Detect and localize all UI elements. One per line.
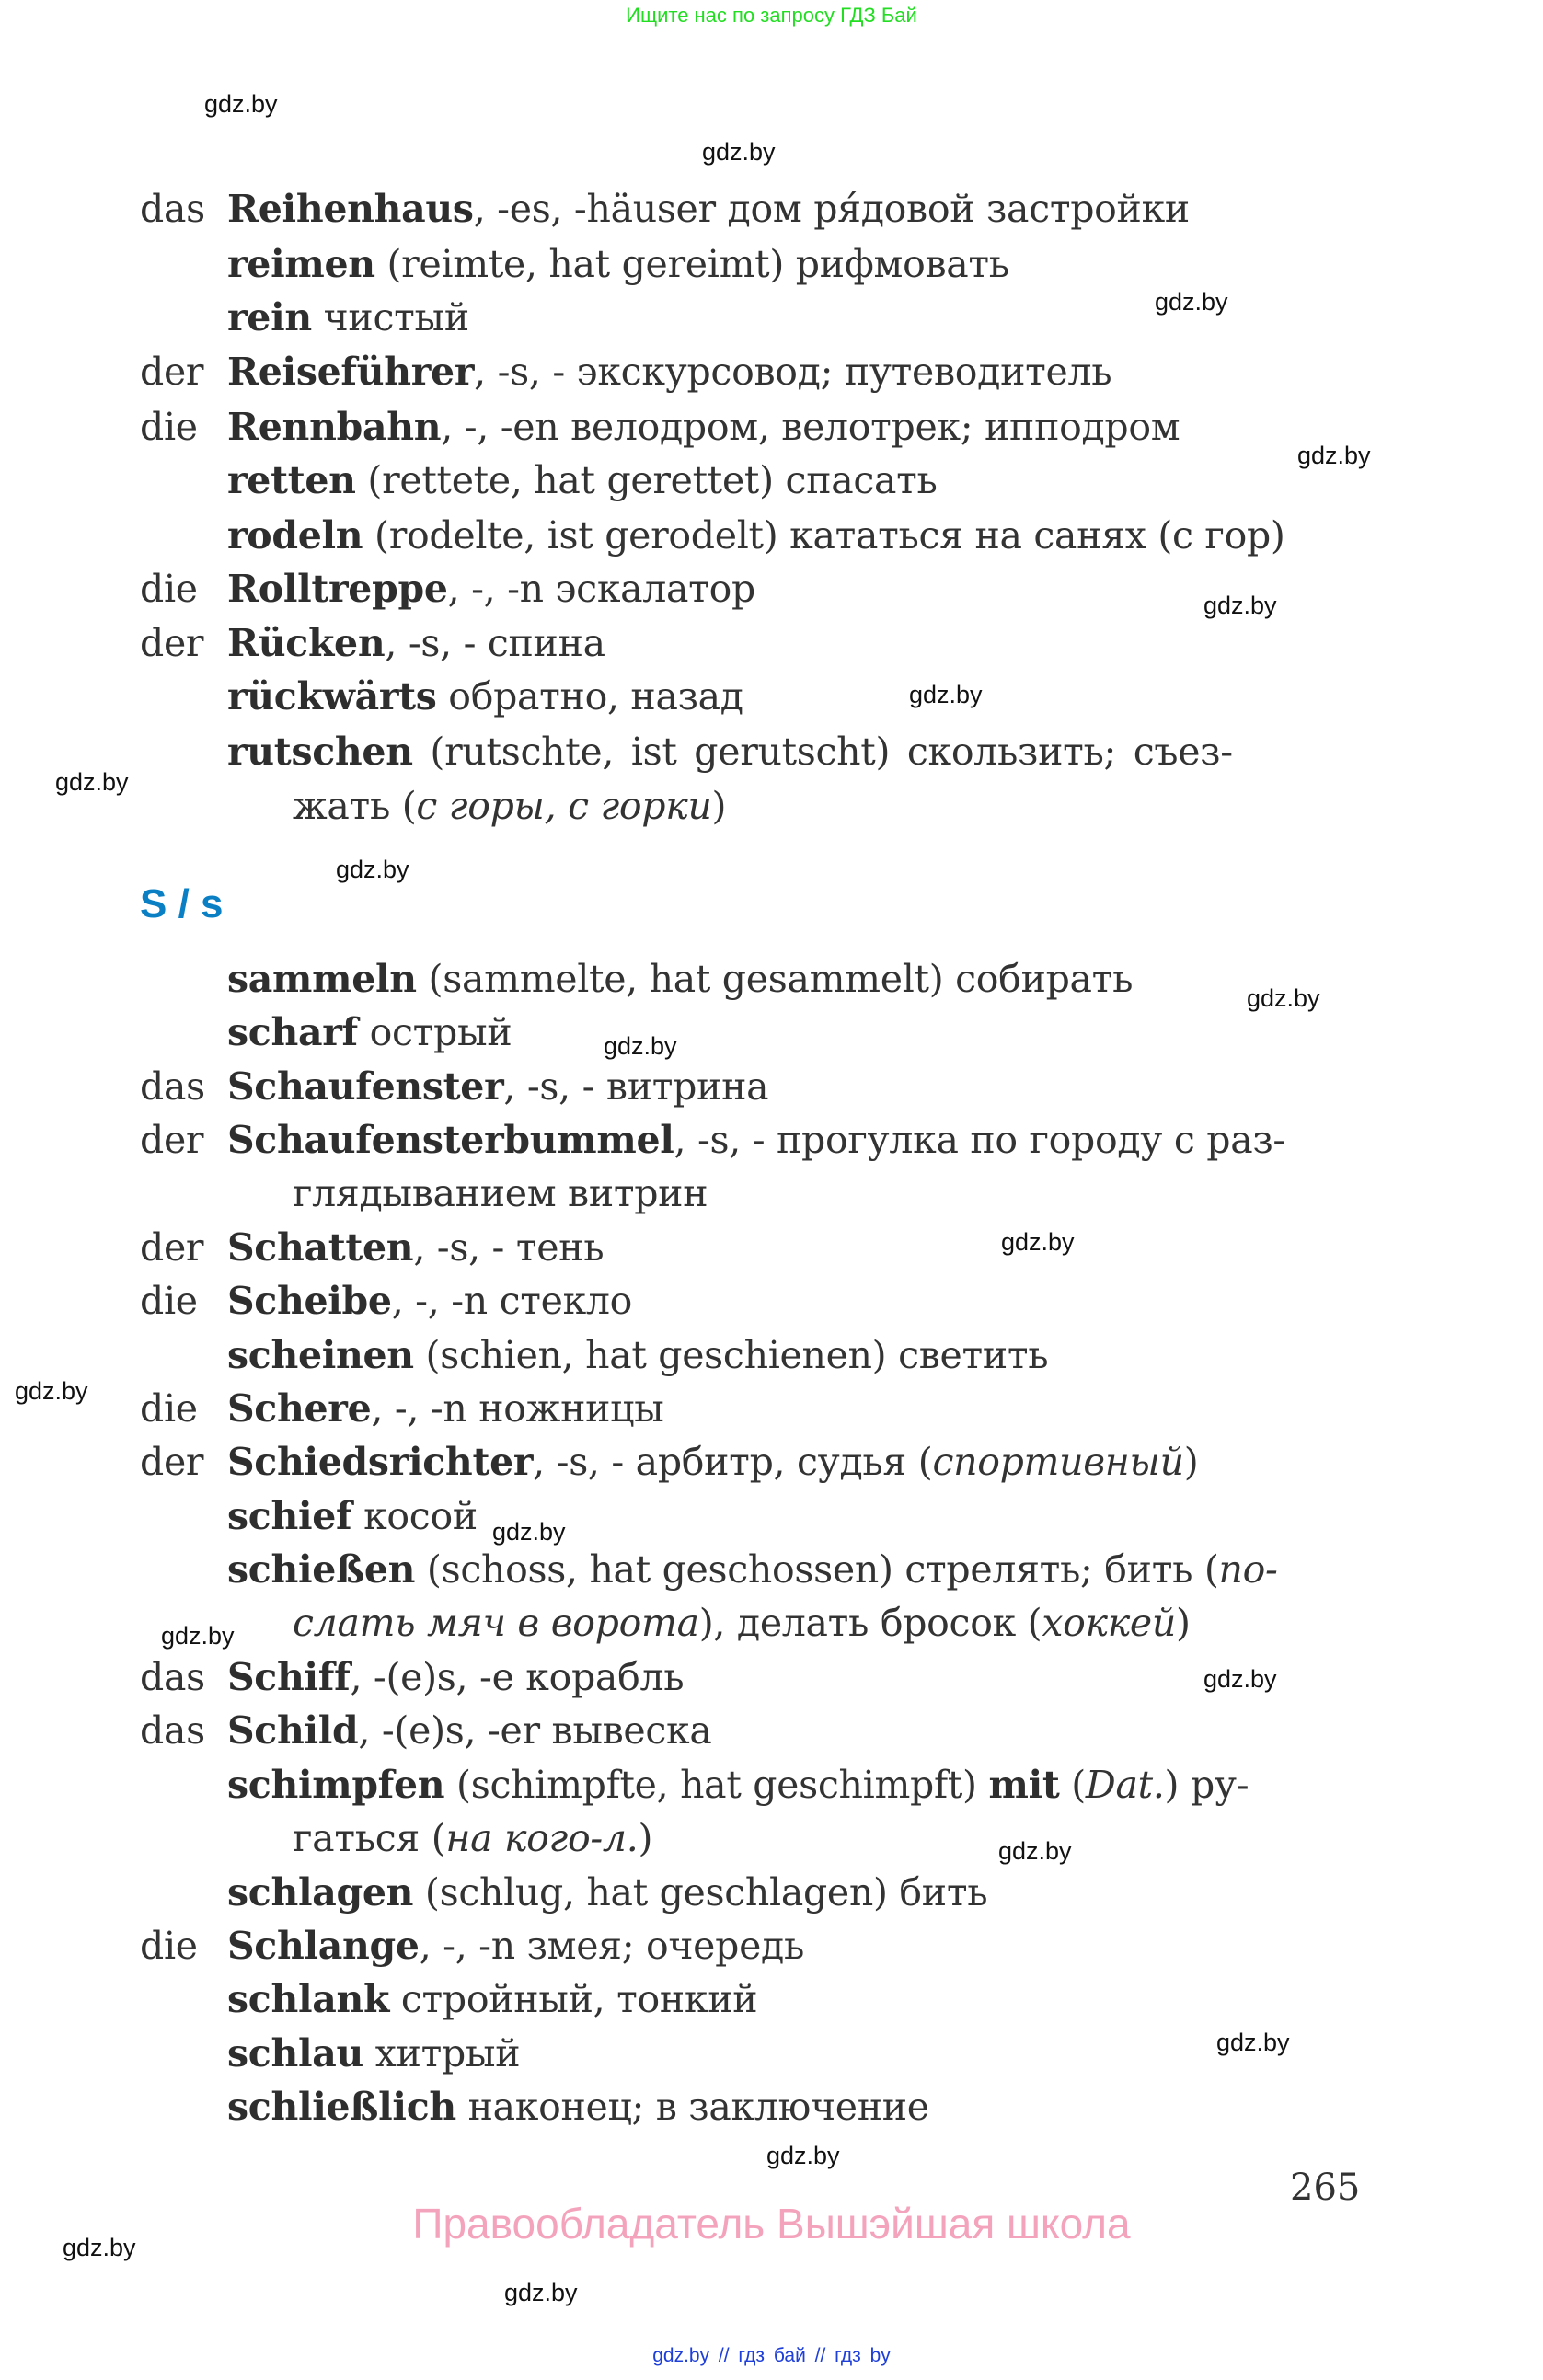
definition: , -(e)s, -er вывеска xyxy=(358,1708,712,1753)
headword: Reihenhaus xyxy=(227,187,474,231)
copyright-notice: Правообладатель Вышэйшая школа xyxy=(412,2200,1131,2248)
italic-note: слать мяч в ворота xyxy=(293,1601,699,1645)
text: ) xyxy=(1175,1601,1191,1645)
watermark: gdz.by xyxy=(63,2234,136,2261)
headword: Scheibe xyxy=(227,1279,392,1323)
watermark: gdz.by xyxy=(909,681,983,708)
article: das xyxy=(140,1708,205,1753)
definition: (rettete, hat gerettet) спасать xyxy=(355,458,938,502)
article: das xyxy=(140,1064,205,1109)
definition: (reimte, hat gereimt) рифмовать xyxy=(374,242,1009,286)
watermark: gdz.by xyxy=(1155,288,1228,316)
article: die xyxy=(140,1386,198,1431)
definition: острый xyxy=(357,1010,512,1054)
text: ( xyxy=(1059,1763,1086,1807)
article: der xyxy=(140,1225,204,1270)
headword: Schlange xyxy=(227,1924,420,1968)
watermark: gdz.by xyxy=(998,1837,1072,1865)
text: гаться ( xyxy=(293,1816,446,1860)
watermark: gdz.by xyxy=(1297,442,1371,469)
headword: Rücken xyxy=(227,621,386,665)
definition: (sammelte, hat gesammelt) собирать xyxy=(416,957,1134,1001)
text: ) xyxy=(638,1816,653,1860)
headword: schlau xyxy=(227,2031,364,2075)
italic-note: с горы, с горки xyxy=(416,784,712,828)
definition: , -(e)s, -e корабль xyxy=(350,1655,685,1699)
article: die xyxy=(140,567,198,611)
definition: , -, -en велодром, велотрек; ипподром xyxy=(441,405,1180,449)
italic-note: спортивный xyxy=(932,1440,1184,1484)
article: der xyxy=(140,1440,204,1484)
definition: (rodelte, ist gerodelt) кататься на санях (с гор) xyxy=(363,513,1285,558)
page-number: 265 xyxy=(1290,2167,1361,2209)
definition: , -, -n стекло xyxy=(391,1279,633,1323)
top-banner: Ищите нас по запросу ГДЗ Бай xyxy=(626,4,917,27)
definition: , -, -n змея; очередь xyxy=(419,1924,805,1968)
headword: Schiff xyxy=(227,1655,351,1699)
definition: косой xyxy=(351,1494,478,1538)
article: der xyxy=(140,1118,204,1162)
headword: scharf xyxy=(227,1010,358,1054)
text: жать ( xyxy=(293,784,417,828)
headword: schimpfen xyxy=(227,1763,445,1807)
article: der xyxy=(140,350,204,394)
headword: Rolltreppe xyxy=(227,567,448,611)
watermark: gdz.by xyxy=(604,1032,677,1060)
article: die xyxy=(140,1924,198,1968)
watermark: gdz.by xyxy=(1216,2029,1290,2056)
watermark: gdz.by xyxy=(1203,592,1277,619)
definition: (schimpfte, hat geschimpft) xyxy=(444,1763,989,1807)
watermark: gdz.by xyxy=(702,138,776,166)
text: глядыванием витрин xyxy=(293,1171,708,1215)
text: ) ру- xyxy=(1164,1763,1249,1807)
definition: (schien, hat geschienen) светить xyxy=(413,1333,1049,1377)
definition: чистый xyxy=(311,295,469,339)
article: das xyxy=(140,187,205,231)
definition: , -s, - арбитр, судья ( xyxy=(533,1440,933,1484)
headword: sammeln xyxy=(227,957,417,1001)
headword: schlagen xyxy=(227,1870,414,1914)
definition: хитрый xyxy=(363,2031,521,2075)
headword: rein xyxy=(227,295,312,339)
headword: reimen xyxy=(227,242,375,286)
definition: , -s, - витрина xyxy=(503,1064,769,1109)
headword: rodeln xyxy=(227,513,363,558)
definition: , -es, -häuser дом ря́довой застройки xyxy=(473,187,1190,231)
definition: , -s, - тень xyxy=(413,1225,605,1270)
footer-links[interactable]: gdz.by // гдз бай // гдз by xyxy=(652,2345,891,2366)
headword: Rennbahn xyxy=(227,405,442,449)
watermark: gdz.by xyxy=(161,1622,235,1650)
headword: rutschen xyxy=(227,730,413,774)
italic-note: по- xyxy=(1218,1547,1278,1592)
text: ) xyxy=(1183,1440,1199,1484)
italic-note: хоккей xyxy=(1042,1601,1176,1645)
section-heading: S / s xyxy=(140,881,224,926)
text: ) xyxy=(711,784,727,828)
definition: наконец; в заключение xyxy=(455,2085,929,2129)
watermark: gdz.by xyxy=(504,2279,578,2306)
headword: Schere xyxy=(227,1386,372,1431)
watermark: gdz.by xyxy=(1203,1665,1277,1693)
definition: , -s, - экскурсовод; путеводитель xyxy=(474,350,1112,394)
watermark: gdz.by xyxy=(204,90,278,118)
watermark: gdz.by xyxy=(1001,1228,1075,1256)
definition: , -s, - прогулка по городу с раз- xyxy=(674,1118,1285,1162)
definition: , -s, - спина xyxy=(385,621,605,665)
article: die xyxy=(140,405,198,449)
article: das xyxy=(140,1655,205,1699)
definition: (rutschte, ist gerutscht) скользить; съез- xyxy=(412,730,1233,774)
headword: Schatten xyxy=(227,1225,414,1270)
headword: scheinen xyxy=(227,1333,414,1377)
definition: , -, -n ножницы xyxy=(371,1386,664,1431)
headword: schlank xyxy=(227,1977,390,2021)
watermark: gdz.by xyxy=(55,768,129,796)
headword: retten xyxy=(227,458,356,502)
italic-note: Dat. xyxy=(1085,1763,1165,1807)
headword: Schiedsrichter xyxy=(227,1440,534,1484)
headword: Schaufensterbummel xyxy=(227,1118,674,1162)
text: ), делать бросок ( xyxy=(698,1601,1042,1645)
headword: schief xyxy=(227,1494,352,1538)
definition: стройный, тонкий xyxy=(389,1977,758,2021)
headword: Schild xyxy=(227,1708,359,1753)
headword: Reiseführer xyxy=(227,350,475,394)
watermark: gdz.by xyxy=(15,1377,88,1405)
preposition: mit xyxy=(988,1763,1060,1807)
headword: rückwärts xyxy=(227,674,437,719)
article: der xyxy=(140,621,204,665)
definition: обратно, назад xyxy=(436,674,743,719)
article: die xyxy=(140,1279,198,1323)
italic-note: на кого-л. xyxy=(445,1816,639,1860)
watermark: gdz.by xyxy=(766,2142,840,2169)
definition: (schoss, hat geschossen) стрелять; бить ( xyxy=(415,1547,1219,1592)
headword: schießen xyxy=(227,1547,416,1592)
headword: schließlich xyxy=(227,2085,456,2129)
definition: , -, -n эскалатор xyxy=(447,567,755,611)
watermark: gdz.by xyxy=(1247,984,1320,1012)
watermark: gdz.by xyxy=(336,856,409,883)
definition: (schlug, hat geschlagen) бить xyxy=(413,1870,988,1914)
watermark: gdz.by xyxy=(492,1518,566,1546)
headword: Schaufenster xyxy=(227,1064,504,1109)
